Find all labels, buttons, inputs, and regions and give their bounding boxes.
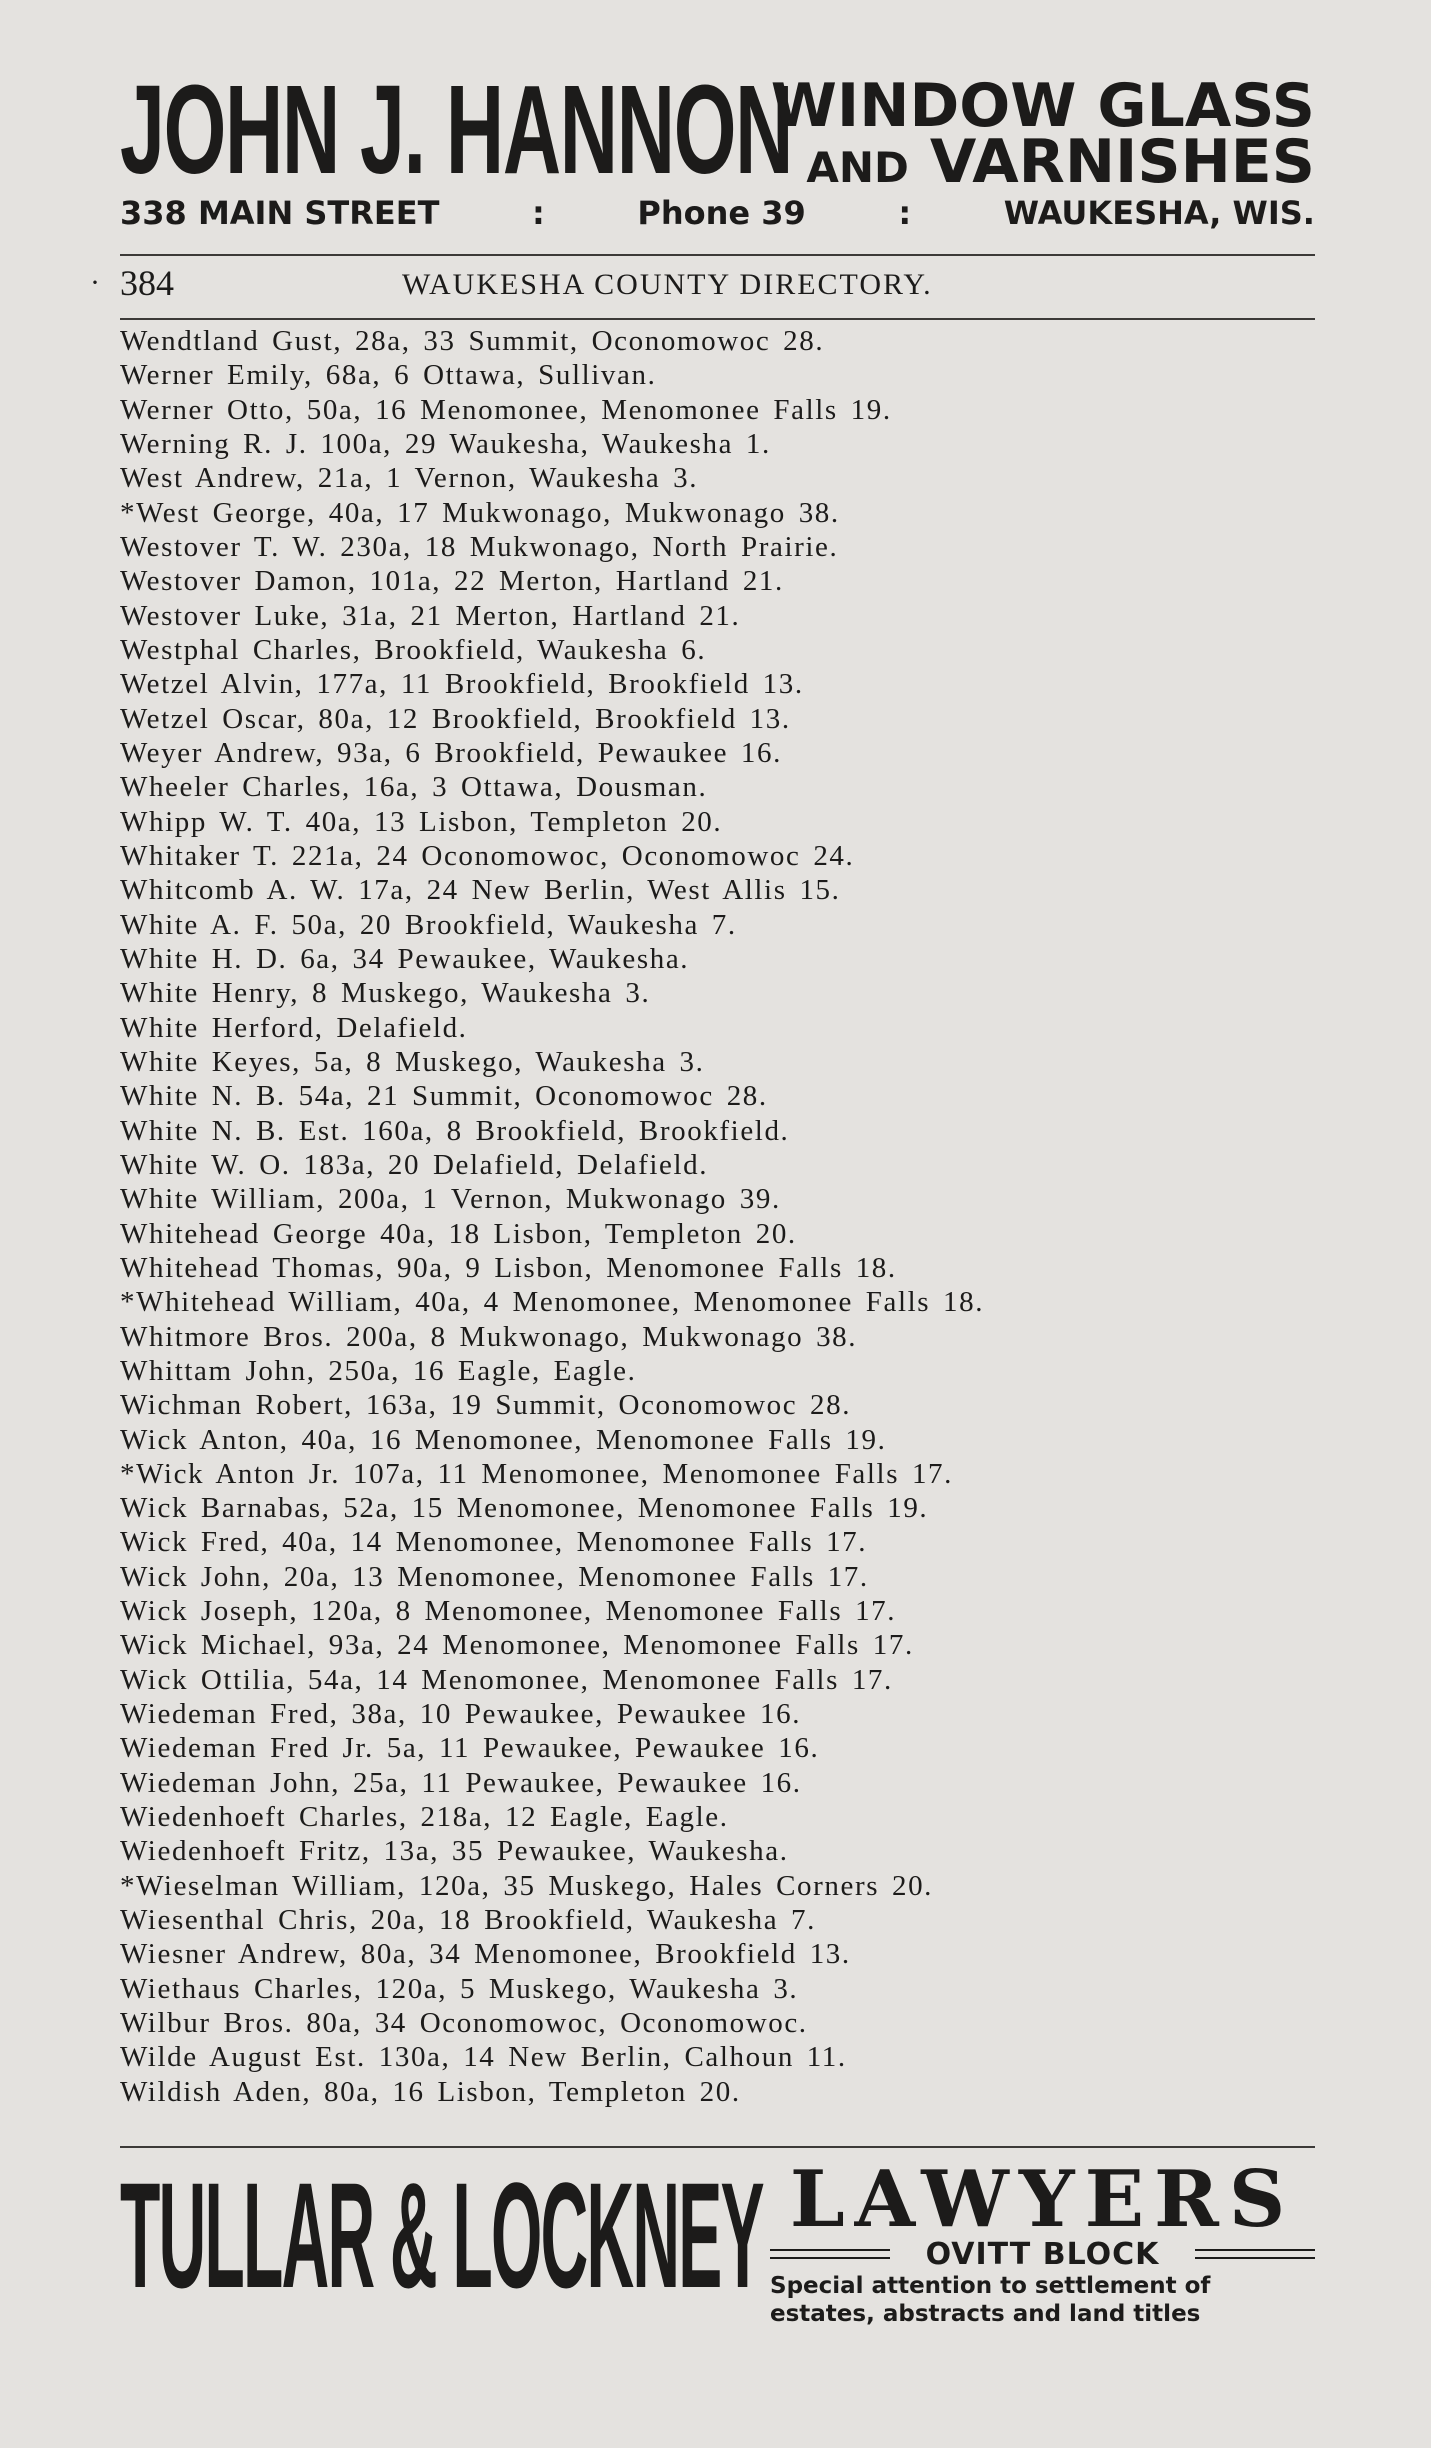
directory-entry: Wetzel Alvin, 177a, 11 Brookfield, Brookfield 13. [120, 668, 804, 701]
hannon-trade-line2 [735, 127, 1315, 197]
directory-entry: White Herford, Delafield. [120, 1011, 468, 1044]
directory-entry: Westphal Charles, Brookfield, Waukesha 6. [120, 633, 707, 666]
directory-entry: White Keyes, 5a, 8 Muskego, Waukesha 3. [120, 1045, 705, 1078]
header-rule [120, 318, 1315, 320]
office-row [770, 2234, 1315, 2274]
directory-entry: White W. O. 183a, 20 Delafield, Delafield. [120, 1148, 709, 1181]
directory-entry: Whitmore Bros. 200a, 8 Mukwonago, Mukwonago 38. [120, 1320, 858, 1353]
directory-entry: Whitaker T. 221a, 24 Oconomowoc, Oconomowoc 24. [120, 839, 855, 872]
directory-entry: Werner Emily, 68a, 6 Ottawa, Sullivan. [120, 359, 657, 392]
directory-entry: Werner Otto, 50a, 16 Menomonee, Menomonee Falls 19. [120, 393, 892, 426]
directory-entry: *Wieselman William, 120a, 35 Muskego, Hales Corners 20. [120, 1869, 934, 1902]
margin-bullet: · [90, 266, 100, 299]
bottom-ad-rule [120, 2146, 1315, 2148]
tullar-lockney-advertisement [120, 2151, 1315, 2327]
directory-entry: White N. B. 54a, 21 Summit, Oconomowoc 28. [120, 1080, 768, 1113]
directory-entry: Westover Damon, 101a, 22 Merton, Hartland 21. [120, 565, 784, 598]
directory-entry: Wiedeman John, 25a, 11 Pewaukee, Pewaukee 16. [120, 1766, 802, 1799]
directory-entry: Wick Ottilia, 54a, 14 Menomonee, Menomonee Falls 17. [120, 1663, 893, 1696]
top-ad-rule [120, 254, 1315, 256]
directory-entry: Wick John, 20a, 13 Menomonee, Menomonee Falls 17. [120, 1560, 869, 1593]
directory-entry: Whitehead George 40a, 18 Lisbon, Templeton 20. [120, 1217, 797, 1250]
directory-entry: Wilbur Bros. 80a, 34 Oconomowoc, Oconomowoc. [120, 2007, 808, 2040]
page-number: 384 [120, 263, 174, 303]
hannon-advertisement [120, 59, 1315, 240]
directory-entry: Wiedenhoeft Fritz, 13a, 35 Pewaukee, Waukesha. [120, 1835, 789, 1868]
directory-entry: Wick Barnabas, 52a, 15 Menomonee, Menomonee Falls 19. [120, 1492, 929, 1525]
directory-entry: Wiethaus Charles, 120a, 5 Muskego, Waukesha 3. [120, 1972, 799, 2005]
directory-entry: White Henry, 8 Muskego, Waukesha 3. [120, 977, 651, 1010]
directory-entry: White H. D. 6a, 34 Pewaukee, Waukesha. [120, 942, 690, 975]
hannon-city: WAUKESHA, WIS. [1003, 194, 1315, 232]
directory-entry: White William, 200a, 1 Vernon, Mukwonago 39. [120, 1183, 781, 1216]
directory-entry: Wiedeman Fred Jr. 5a, 11 Pewaukee, Pewaukee 16. [120, 1732, 820, 1765]
directory-entry: Wilde August Est. 130a, 14 New Berlin, Calhoun 11. [120, 2041, 847, 2074]
decorative-double-rule [1195, 2249, 1315, 2259]
directory-entry: Wiesenthal Chris, 20a, 18 Brookfield, Waukesha 7. [120, 1904, 816, 1937]
hannon-name: JOHN J. HANNON [120, 59, 793, 200]
hannon-trade-varnishes: VARNISHES [929, 127, 1315, 197]
hannon-trade-line1: WINDOW GLASS [770, 71, 1315, 141]
hannon-address-row [120, 194, 1315, 232]
hannon-trade-and: AND [806, 143, 909, 192]
address-separator: : [532, 194, 545, 232]
directory-entry: Whipp W. T. 40a, 13 Lisbon, Templeton 20. [120, 805, 723, 838]
hannon-trade [735, 71, 1315, 197]
directory-entry: Westover Luke, 31a, 21 Merton, Hartland 21. [120, 599, 741, 632]
directory-entries [120, 324, 1315, 2109]
directory-entry: Weyer Andrew, 93a, 6 Brookfield, Pewaukee 16. [120, 736, 782, 769]
directory-entry: *Wick Anton Jr. 107a, 11 Menomonee, Menomonee Falls 17. [120, 1457, 953, 1490]
directory-entry: Wick Fred, 40a, 14 Menomonee, Menomonee Falls 17. [120, 1526, 868, 1559]
hannon-address: 338 MAIN STREET [120, 194, 440, 232]
directory-entry: Wendtland Gust, 28a, 33 Summit, Oconomowoc 28. [120, 325, 825, 357]
directory-entry: Wetzel Oscar, 80a, 12 Brookfield, Brookfield 13. [120, 702, 791, 735]
decorative-double-rule [770, 2249, 890, 2259]
directory-entry: Whitehead Thomas, 90a, 9 Lisbon, Menomonee Falls 18. [120, 1251, 897, 1284]
directory-entry: Wildish Aden, 80a, 16 Lisbon, Templeton 20. [120, 2075, 741, 2108]
tullar-lockney-name: TULLAR & LOCKNEY [120, 2151, 763, 2319]
directory-entry: West Andrew, 21a, 1 Vernon, Waukesha 3. [120, 462, 699, 495]
directory-title: WAUKESHA COUNTY DIRECTORY. [402, 268, 933, 301]
directory-entry: Whittam John, 250a, 16 Eagle, Eagle. [120, 1354, 637, 1387]
specialty-line1: Special attention to settlement of [770, 2273, 1211, 2299]
directory-entry: Wick Michael, 93a, 24 Menomonee, Menomonee Falls 17. [120, 1629, 914, 1662]
specialty-line2: estates, abstracts and land titles [770, 2301, 1201, 2327]
directory-entry: Westover T. W. 230a, 18 Mukwonago, North Prairie. [120, 530, 839, 563]
address-separator: : [898, 194, 912, 232]
hannon-phone: Phone 39 [637, 194, 806, 232]
directory-entry: *West George, 40a, 17 Mukwonago, Mukwonago 38. [120, 496, 840, 529]
directory-entry: Werning R. J. 100a, 29 Waukesha, Waukesha 1. [120, 427, 771, 460]
directory-entry: Wick Joseph, 120a, 8 Menomonee, Menomonee Falls 17. [120, 1595, 897, 1628]
running-head [90, 262, 1315, 312]
directory-entry: *Whitehead William, 40a, 4 Menomonee, Menomonee Falls 18. [120, 1286, 985, 1319]
directory-entry: White N. B. Est. 160a, 8 Brookfield, Brookfield. [120, 1114, 790, 1147]
directory-entry: Wheeler Charles, 16a, 3 Ottawa, Dousman. [120, 771, 708, 804]
directory-entry: Wick Anton, 40a, 16 Menomonee, Menomonee Falls 19. [120, 1423, 887, 1456]
directory-entry: White A. F. 50a, 20 Brookfield, Waukesha 7. [120, 908, 737, 941]
office-name: OVITT BLOCK [925, 2236, 1160, 2272]
directory-entry: Wichman Robert, 163a, 19 Summit, Oconomowoc 28. [120, 1389, 852, 1422]
directory-entry: Wiedeman Fred, 38a, 10 Pewaukee, Pewaukee 16. [120, 1698, 802, 1731]
directory-entry: Wiesner Andrew, 80a, 34 Menomonee, Brookfield 13. [120, 1938, 851, 1971]
lawyers-specialty [770, 2272, 1315, 2328]
directory-entry: Wiedenhoeft Charles, 218a, 12 Eagle, Eagle. [120, 1801, 729, 1834]
lawyers-heading: LAWYERS [789, 2154, 1296, 2245]
directory-entry: Whitcomb A. W. 17a, 24 New Berlin, West Allis 15. [120, 874, 841, 907]
